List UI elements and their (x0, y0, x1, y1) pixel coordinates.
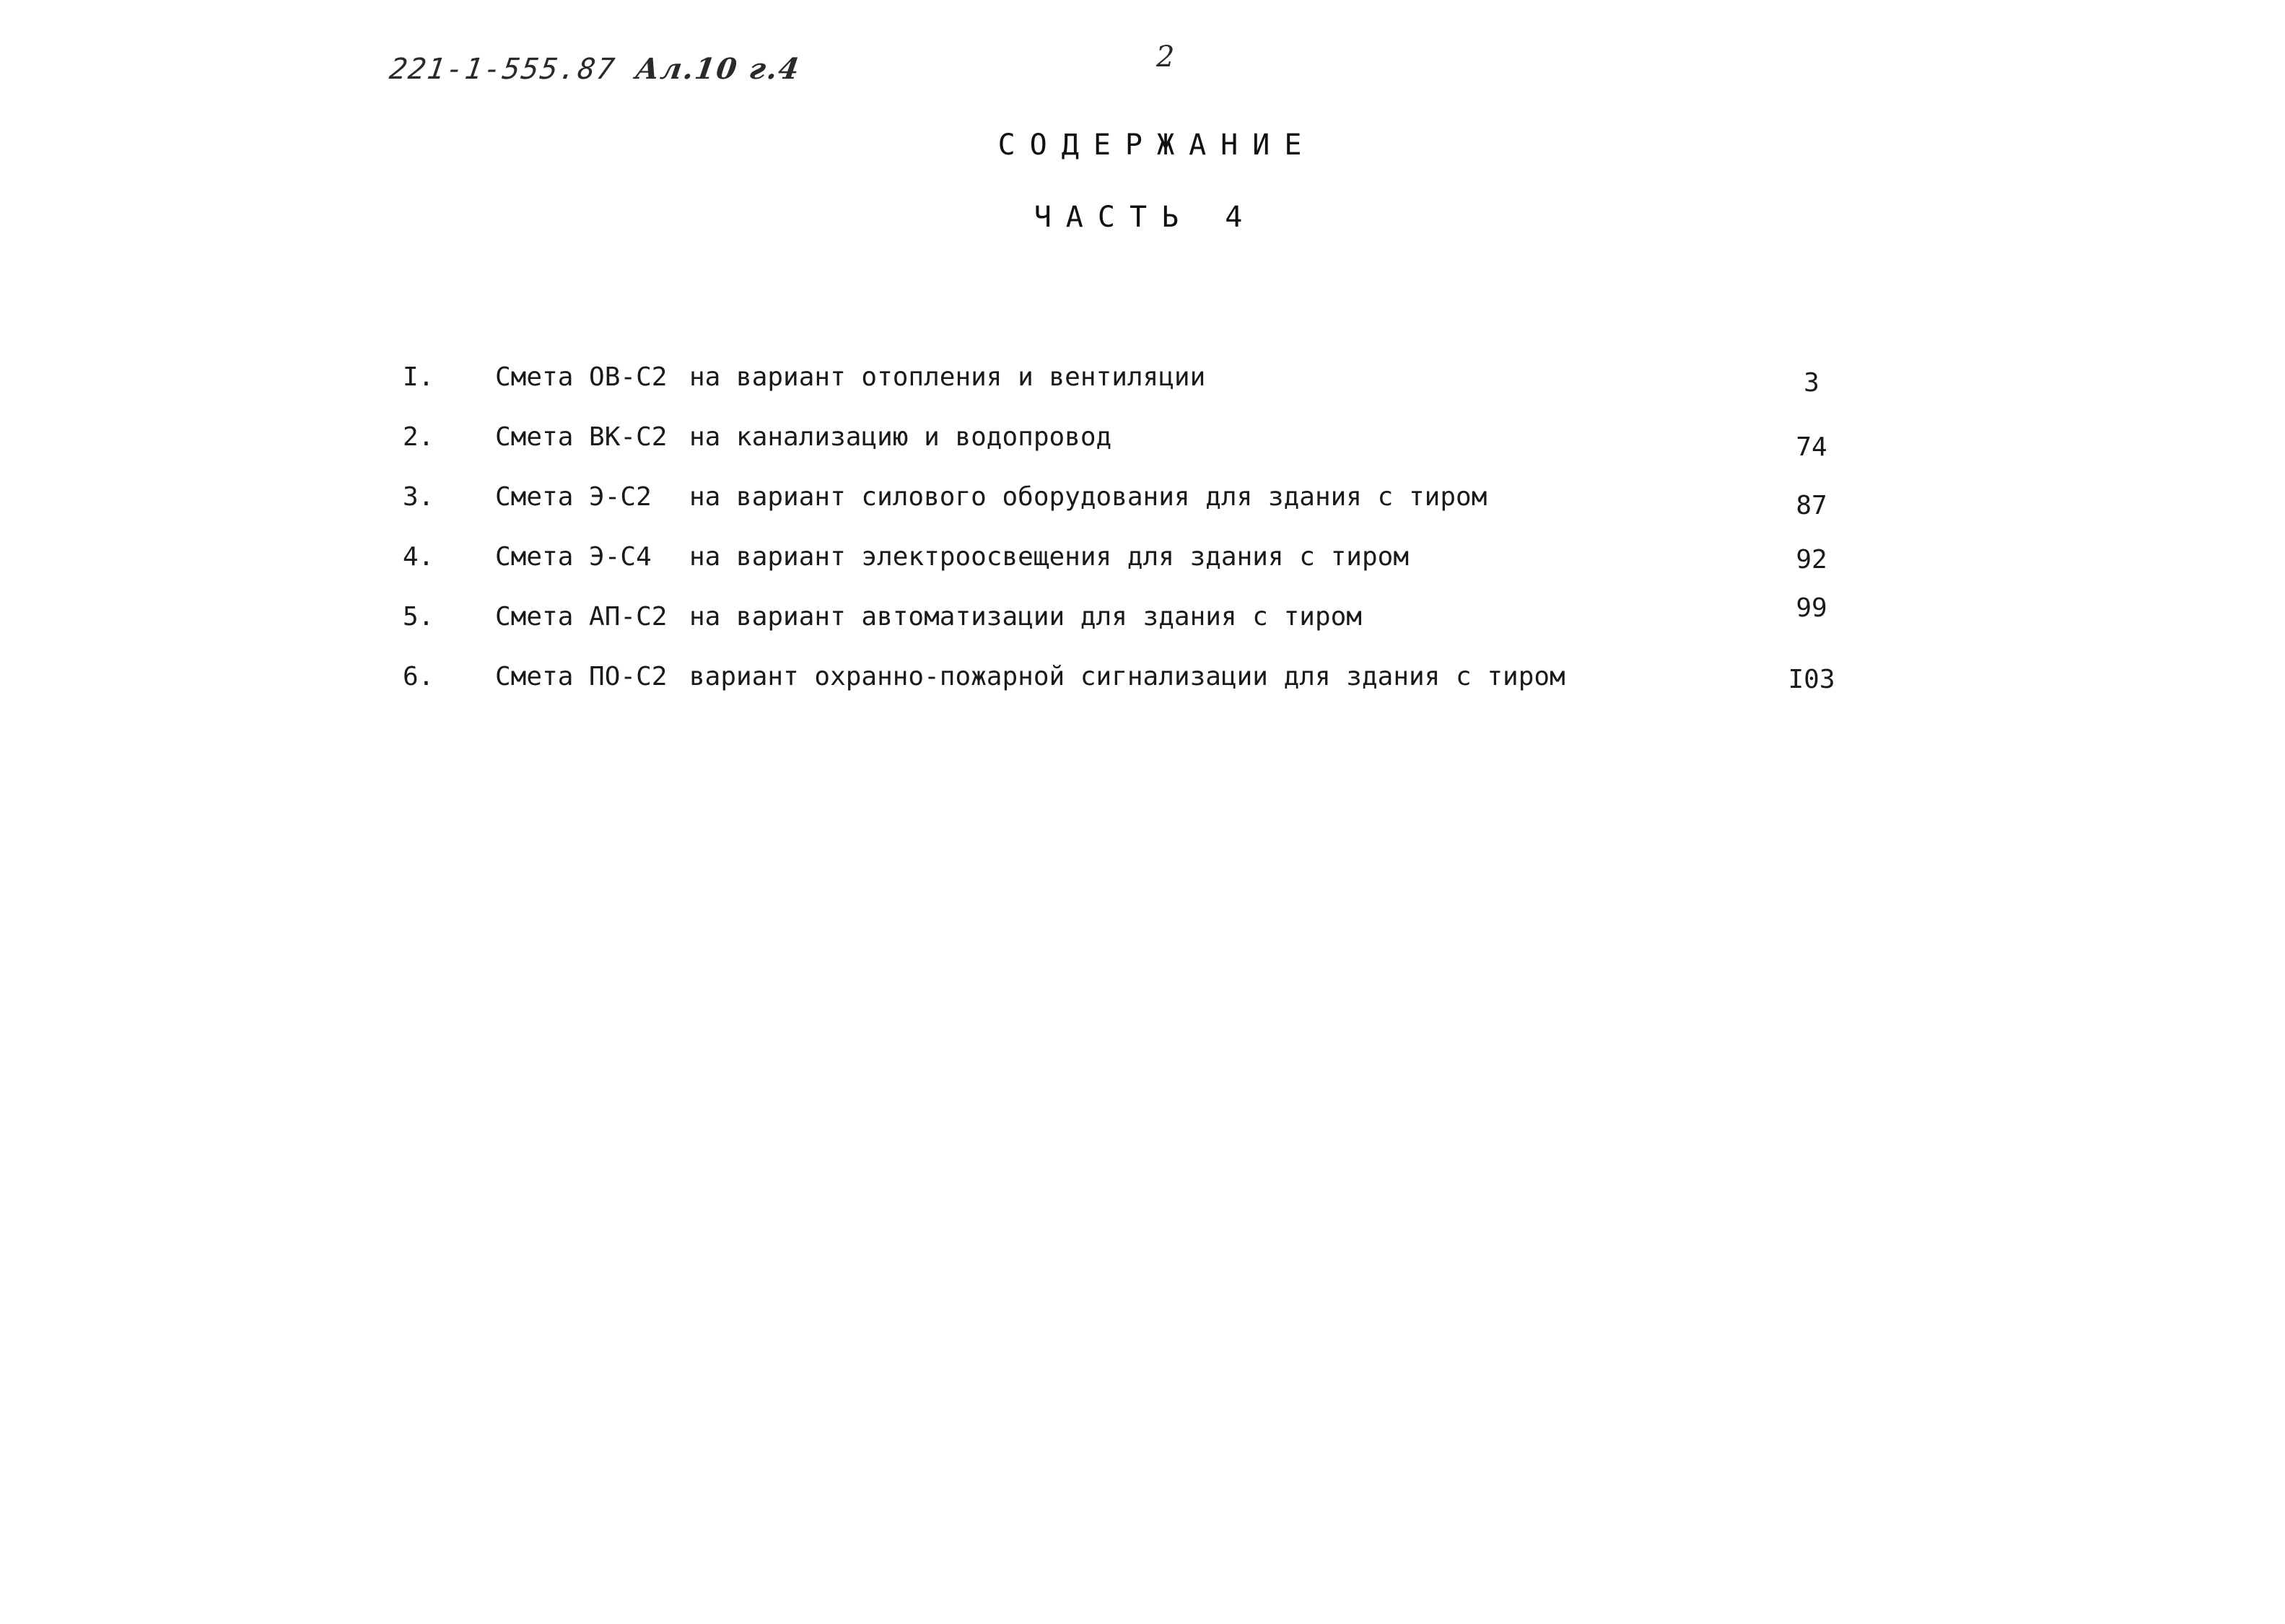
toc-entry (397, 662, 1840, 722)
toc-entry-code: Смета АП-С2 (495, 602, 668, 632)
toc-entry-number: 5. (403, 602, 434, 632)
toc-entry-number: I. (403, 362, 434, 392)
toc-entry-code: Смета ПО-С2 (495, 662, 668, 691)
toc-entry-code: Смета ОВ-С2 (495, 362, 668, 392)
toc-entry-page: 3 (1804, 368, 1819, 398)
toc-entry-description: на вариант электроосвещения для здания с тиром (689, 542, 1409, 572)
part-subtitle: ЧАСТЬ 4 (1034, 201, 1257, 234)
toc-entry-page: I03 (1788, 665, 1835, 694)
toc-entry-page: 99 (1796, 593, 1827, 623)
toc-entry-code: Смета Э-С4 (495, 542, 652, 572)
toc-entry-code: Смета ВК-С2 (495, 422, 668, 452)
toc-entry-description: на вариант автоматизации для здания с тиром (689, 602, 1362, 632)
toc-entry-page: 87 (1796, 491, 1827, 520)
toc-entry-number: 6. (403, 662, 434, 691)
toc-entry-description: на вариант отопления и вентиляции (689, 362, 1206, 392)
toc-entry-description: на вариант силового оборудования для здания с тиром (689, 482, 1487, 512)
handwritten-reference: Ал.10 г.4 (633, 52, 803, 86)
toc-entry (397, 542, 1840, 602)
document-code (388, 52, 803, 86)
toc-entry (397, 422, 1840, 482)
toc-entry-description: на канализацию и водопровод (689, 422, 1112, 452)
toc-entry-page: 92 (1796, 545, 1827, 575)
toc-entry-description: вариант охранно-пожарной сигнализации для здания с тиром (689, 662, 1565, 691)
toc-entry-number: 3. (403, 482, 434, 512)
page-title: СОДЕРЖАНИЕ (997, 128, 1316, 162)
toc-entry (397, 482, 1840, 542)
page-number: 2 (1156, 40, 1175, 74)
toc-entry-code: Смета Э-С2 (495, 482, 652, 512)
toc-entry-number: 4. (403, 542, 434, 572)
document-code-text: 221-1-555.87 (387, 53, 619, 86)
table-of-contents (397, 362, 1840, 722)
toc-entry-number: 2. (403, 422, 434, 452)
toc-entry (397, 593, 1840, 662)
toc-entry-page: 74 (1796, 432, 1827, 462)
toc-entry (397, 362, 1840, 422)
